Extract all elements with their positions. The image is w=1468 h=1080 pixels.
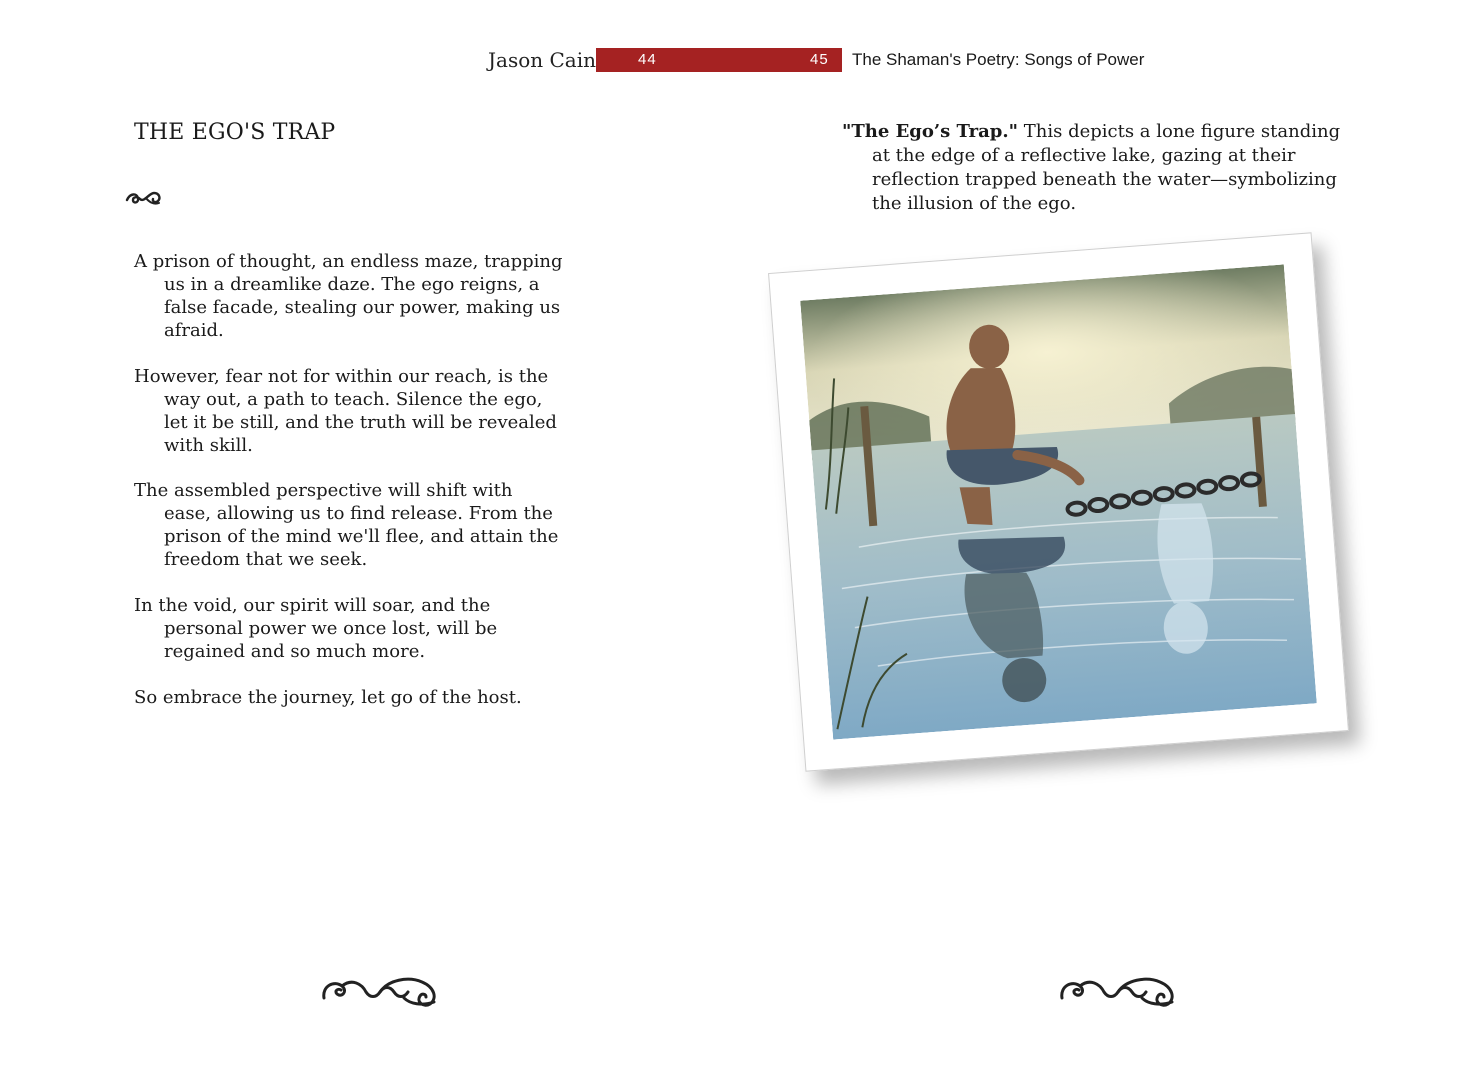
header-book-title: The Shaman's Poetry: Songs of Power — [852, 50, 1145, 69]
stanza-3: The assembled perspective will shift with ease, allowing us to find release. From the prison of the mind we'll flee, and attain the freedom that we seek. — [134, 480, 559, 570]
illustration-image — [800, 264, 1317, 739]
poem-title: THE EGO'S TRAP — [134, 120, 336, 145]
illustration-photo — [768, 232, 1349, 771]
right-page-number: 45 — [810, 51, 829, 68]
flourish-ornament-right-icon — [1054, 970, 1182, 1010]
stanza-4: In the void, our spirit will soar, and the personal power we once lost, will be regained and so much more. — [134, 595, 498, 662]
swirl-ornament-icon — [124, 184, 164, 210]
caption-title: "The Ego’s Trap." — [842, 121, 1019, 142]
image-caption — [842, 120, 1362, 216]
flourish-ornament-left-icon — [318, 970, 442, 1010]
stanza-5: So embrace the journey, let go of the host. — [134, 687, 522, 708]
caption-text: This depicts a lone figure standing at the edge of a reflective lake, gazing at their reflection trapped beneath the water—symbolizing the illusion of the ego. — [872, 121, 1341, 214]
stanza-2: However, fear not for within our reach, is the way out, a path to teach. Silence the ego, let it be still, and the truth will be revealed with skill. — [134, 366, 557, 456]
header-author: Jason Cain — [488, 48, 596, 72]
stanza-1: A prison of thought, an endless maze, trapping us in a dreamlike daze. The ego reigns, a false facade, stealing our power, making us afraid. — [134, 251, 563, 341]
left-page-number: 44 — [638, 51, 657, 68]
